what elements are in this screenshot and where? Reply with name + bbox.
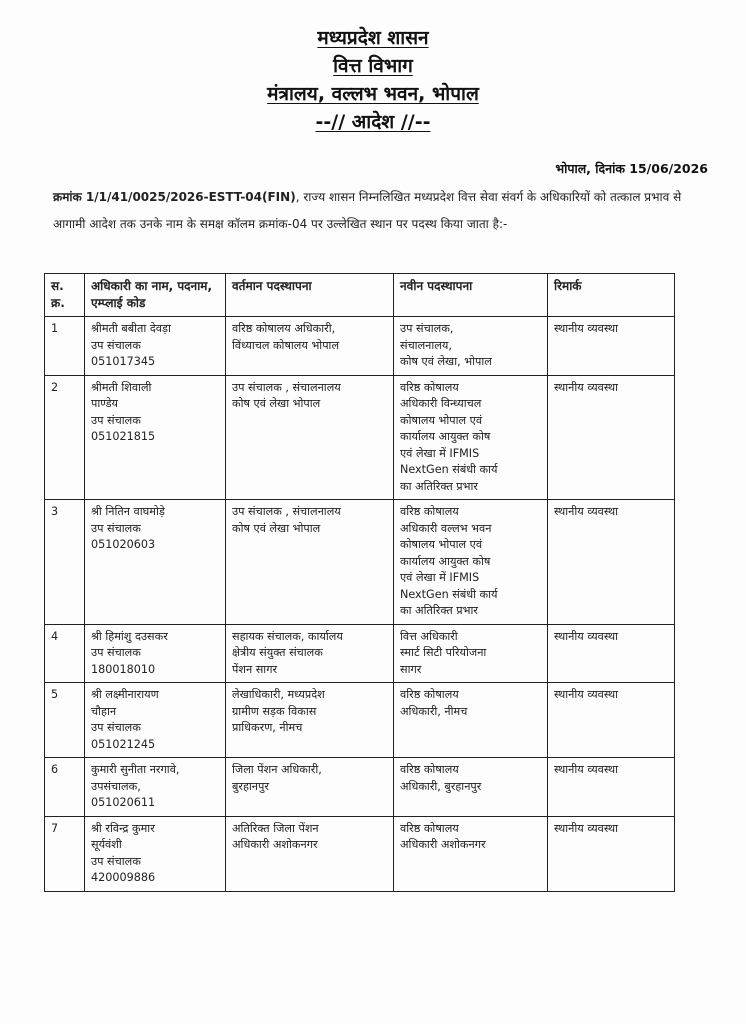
cell-current-posting-line: प्राधिकरण, नीमच (232, 721, 303, 734)
cell-officer-name (85, 683, 226, 758)
cell-serial-number: 7 (45, 816, 85, 891)
cell-new-posting-line: वरिष्ठ कोषालय (400, 821, 459, 835)
cell-officer-name (85, 375, 226, 500)
cell-current-posting-line: बुरहानपुर (232, 779, 269, 793)
cell-officer-name-line: सूर्यवंशी (91, 838, 122, 851)
cell-new-posting-line: अधिकारी अशोकनगर (400, 838, 486, 851)
table-row (45, 317, 675, 376)
cell-new-posting-line: वरिष्ठ कोषालय (400, 380, 459, 394)
cell-officer-name-line: उपसंचालक, (91, 779, 141, 793)
cell-new-posting-line: का अतिरिक्त प्रभार (400, 479, 478, 493)
cell-current-posting (226, 816, 394, 891)
table-body (45, 317, 675, 892)
cell-officer-name (85, 816, 226, 891)
cell-officer-name-line: 420009886 (91, 871, 156, 884)
order-intro-text: , राज्य शासन निम्नलिखित मध्यप्रदेश वित्त सेवा संवर्ग के अधिकारियों को तत्काल प्रभाव से आगामी आदेश तक उनके नाम के समक्ष कॉलम क्रमांक-04 पर उल्लेखित स्थान पर पदस्थ किया जाता है:- (53, 190, 682, 231)
cell-new-posting-line: वित्त अधिकारी (400, 629, 458, 643)
cell-serial-number: 4 (45, 624, 85, 683)
cell-officer-name-line: उप संचालक (91, 854, 141, 868)
cell-new-posting-line: कोषालय भोपाल एवं (400, 538, 483, 551)
cell-new-posting-line: NextGen संबंधी कार्य (400, 587, 498, 601)
cell-current-posting (226, 758, 394, 817)
cell-remark: स्थानीय व्यवस्था (548, 500, 675, 625)
header-address: मंत्रालय, वल्लभ भवन, भोपाल (267, 83, 479, 105)
order-reference-number: क्रमांक 1/1/41/0025/2026-ESTT-04(FIN) (53, 190, 296, 204)
order-date: भोपाल, दिनांक 15/06/2026 (555, 161, 708, 176)
cell-new-posting (394, 317, 548, 376)
cell-current-posting (226, 500, 394, 625)
cell-current-posting-line: उप संचालक , संचालनालय (232, 505, 341, 518)
cell-officer-name (85, 317, 226, 376)
cell-current-posting-line: सहायक संचालक, कार्यालय (232, 629, 343, 643)
cell-new-posting (394, 758, 548, 817)
cell-officer-name-line: श्री लक्ष्मीनारायण (91, 688, 159, 701)
cell-officer-name-line: श्री रविन्द्र कुमार (91, 821, 155, 835)
cell-current-posting-line: अतिरिक्त जिला पेंशन (232, 821, 319, 835)
table-row (45, 375, 675, 500)
cell-officer-name-line: श्री नितिन वाघमोड़े (91, 505, 165, 518)
cell-new-posting-line: एवं लेखा में IFMIS (400, 571, 480, 584)
cell-serial-number: 2 (45, 375, 85, 500)
cell-officer-name (85, 500, 226, 625)
cell-current-posting (226, 375, 394, 500)
cell-officer-name-line: 051021245 (91, 737, 156, 751)
header-order-title: --// आदेश //-- (315, 111, 431, 133)
cell-new-posting (394, 683, 548, 758)
cell-new-posting-line: कार्यालय आयुक्त कोष (400, 554, 491, 568)
header-current-posting: वर्तमान पदस्थापना (226, 274, 394, 317)
cell-officer-name-line: 051020603 (91, 538, 156, 551)
cell-current-posting-line: लेखाधिकारी, मध्यप्रदेश (232, 688, 325, 701)
cell-officer-name-line: पाण्डेय (91, 397, 119, 410)
cell-serial-number: 1 (45, 317, 85, 376)
cell-current-posting-line: कोष एवं लेखा भोपाल (232, 397, 321, 410)
header-officer-name: अधिकारी का नाम, पदनाम, एम्प्लाई कोड (85, 274, 226, 317)
cell-current-posting-line: क्षेत्रीय संयुक्त संचालक (232, 646, 323, 659)
cell-new-posting-line: कोषालय भोपाल एवं (400, 413, 483, 427)
cell-new-posting (394, 500, 548, 625)
cell-serial-number: 6 (45, 758, 85, 817)
cell-new-posting-line: सागर (400, 662, 422, 676)
cell-officer-name-line: चौहान (91, 704, 117, 718)
header-new-posting: नवीन पदस्थापना (394, 274, 548, 317)
cell-officer-name-line: 051020611 (91, 796, 156, 809)
cell-current-posting-line: जिला पेंशन अधिकारी, (232, 763, 322, 776)
cell-new-posting-line: वरिष्ठ कोषालय (400, 688, 459, 701)
posting-table (44, 273, 675, 892)
cell-current-posting-line: ग्रामीण सड़क विकास (232, 704, 317, 718)
cell-officer-name-line: उप संचालक (91, 413, 141, 427)
cell-remark: स्थानीय व्यवस्था (548, 758, 675, 817)
cell-officer-name-line: श्री हिमांशु दउसकर (91, 629, 168, 643)
cell-new-posting-line: कार्यालय आयुक्त कोष (400, 430, 491, 443)
cell-new-posting-line: अधिकारी विन्ध्याचल (400, 397, 482, 410)
cell-remark: स्थानीय व्यवस्था (548, 683, 675, 758)
cell-officer-name-line: श्रीमती शिवाली (91, 380, 152, 394)
cell-new-posting-line: अधिकारी, नीमच (400, 704, 468, 718)
table-row (45, 500, 675, 625)
cell-remark: स्थानीय व्यवस्था (548, 816, 675, 891)
cell-new-posting (394, 375, 548, 500)
cell-officer-name-line: उप संचालक (91, 721, 141, 734)
cell-new-posting-line: अधिकारी वल्लभ भवन (400, 521, 492, 535)
cell-new-posting (394, 816, 548, 891)
cell-serial-number: 3 (45, 500, 85, 625)
cell-officer-name-line: उप संचालक (91, 646, 141, 659)
table-row (45, 816, 675, 891)
table-row (45, 624, 675, 683)
cell-officer-name (85, 758, 226, 817)
cell-serial-number: 5 (45, 683, 85, 758)
table-header-row (45, 274, 675, 317)
order-intro (53, 184, 703, 238)
cell-officer-name-line: उप संचालक (91, 521, 141, 535)
cell-new-posting-line: स्मार्ट सिटी परियोजना (400, 646, 487, 659)
cell-officer-name (85, 624, 226, 683)
cell-new-posting-line: उप संचालक, (400, 322, 454, 335)
cell-new-posting-line: एवं लेखा में IFMIS (400, 446, 480, 460)
cell-current-posting (226, 624, 394, 683)
cell-officer-name-line: 180018010 (91, 662, 156, 676)
cell-current-posting-line: वरिष्ठ कोषालय अधिकारी, (232, 322, 336, 335)
table-row (45, 758, 675, 817)
header-serial-number: स. क्र. (45, 274, 85, 317)
cell-current-posting (226, 683, 394, 758)
cell-new-posting-line: संचालनालय, (400, 338, 452, 352)
cell-new-posting-line: वरिष्ठ कोषालय (400, 505, 459, 518)
cell-remark: स्थानीय व्यवस्था (548, 375, 675, 500)
cell-current-posting (226, 317, 394, 376)
table-row (45, 683, 675, 758)
cell-current-posting-line: पेंशन सागर (232, 662, 278, 676)
cell-current-posting-line: विंध्याचल कोषालय भोपाल (232, 338, 340, 352)
cell-current-posting-line: उप संचालक , संचालनालय (232, 380, 341, 394)
document-header (0, 24, 746, 136)
cell-remark: स्थानीय व्यवस्था (548, 624, 675, 683)
cell-officer-name-line: 051021815 (91, 430, 156, 443)
header-remark: रिमार्क (548, 274, 675, 317)
cell-remark: स्थानीय व्यवस्था (548, 317, 675, 376)
header-government: मध्यप्रदेश शासन (317, 27, 429, 49)
cell-officer-name-line: उप संचालक (91, 338, 141, 352)
cell-officer-name-line: कुमारी सुनीता नरगावे, (91, 763, 180, 776)
cell-officer-name-line: श्रीमती बबीता देवड़ा (91, 322, 171, 335)
cell-officer-name-line: 051017345 (91, 355, 156, 368)
cell-current-posting-line: कोष एवं लेखा भोपाल (232, 521, 321, 535)
cell-new-posting-line: अधिकारी, बुरहानपुर (400, 779, 482, 793)
cell-current-posting-line: अधिकारी अशोकनगर (232, 838, 318, 851)
cell-new-posting (394, 624, 548, 683)
cell-new-posting-line: वरिष्ठ कोषालय (400, 763, 459, 776)
cell-new-posting-line: का अतिरिक्त प्रभार (400, 604, 478, 617)
header-department: वित्त विभाग (333, 55, 413, 77)
cell-new-posting-line: कोष एवं लेखा, भोपाल (400, 355, 492, 368)
cell-new-posting-line: NextGen संबंधी कार्य (400, 463, 498, 476)
